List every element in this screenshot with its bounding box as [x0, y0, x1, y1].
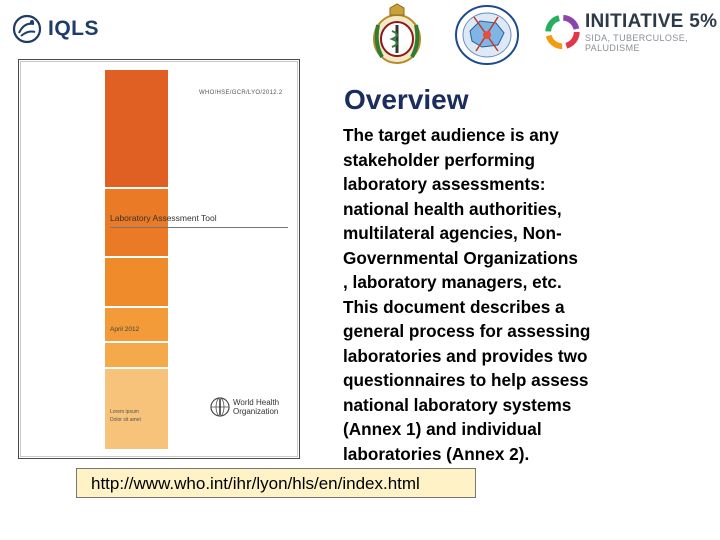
- cover-color-band: [105, 343, 168, 367]
- iqls-logo-text: IQLS: [48, 17, 100, 40]
- cover-color-band: [105, 70, 168, 187]
- body-line: , laboratory managers, etc.: [343, 272, 562, 292]
- body-line: laboratory assessments:: [343, 174, 546, 194]
- who-name-line: World Health: [233, 398, 280, 407]
- body-line: general process for assessing: [343, 321, 591, 341]
- slide-body-text: [343, 123, 641, 466]
- iqls-globe-icon: [12, 14, 42, 44]
- who-logo: [210, 397, 279, 417]
- body-line: multilateral agencies, Non-: [343, 223, 562, 243]
- initiative-5-logo: [544, 10, 720, 54]
- body-line: Governmental Organizations: [343, 247, 578, 268]
- iqls-logo: [12, 14, 99, 44]
- body-line: national laboratory systems: [343, 394, 572, 415]
- cover-title: Laboratory Assessment Tool: [110, 213, 217, 223]
- body-line: stakeholder performing: [343, 149, 535, 170]
- cover-date: April 2012: [110, 326, 140, 333]
- ministry-emblem-icon: [366, 3, 428, 67]
- body-line: national health authorities,: [343, 198, 562, 219]
- cover-document-code: WHO/HSE/GCR/LYO/2012.2: [199, 90, 283, 96]
- cover-footer-line: Dolor sit amet: [110, 417, 141, 423]
- who-name-line: Organization: [233, 407, 279, 416]
- cover-footer-line: Lorem ipsum: [110, 409, 139, 415]
- body-line: laboratories and provides two: [343, 345, 588, 366]
- cover-color-band: [105, 258, 168, 306]
- cover-divider: [110, 227, 288, 228]
- body-line: questionnaires to help assess: [343, 370, 589, 390]
- slide-heading: Overview: [344, 84, 469, 115]
- lab-network-emblem-icon: [452, 3, 522, 67]
- body-line: (Annex 1) and individual: [343, 419, 542, 439]
- document-cover-image: [18, 59, 300, 459]
- cover-color-band: [105, 308, 168, 341]
- who-emblem-icon: [210, 397, 230, 417]
- who-document-link[interactable]: http://www.who.int/ihr/lyon/hls/en/index.html: [76, 468, 476, 498]
- initiative-title: INITIATIVE 5%: [584, 10, 718, 32]
- initiative-subtitle: SIDA, TUBERCULOSE, PALUDISME: [584, 32, 688, 53]
- body-line: The target audience is any: [343, 125, 559, 145]
- body-line: This document describes a: [343, 296, 565, 317]
- initiative-ring-icon: [544, 10, 581, 54]
- body-line: laboratories (Annex 2).: [343, 443, 530, 464]
